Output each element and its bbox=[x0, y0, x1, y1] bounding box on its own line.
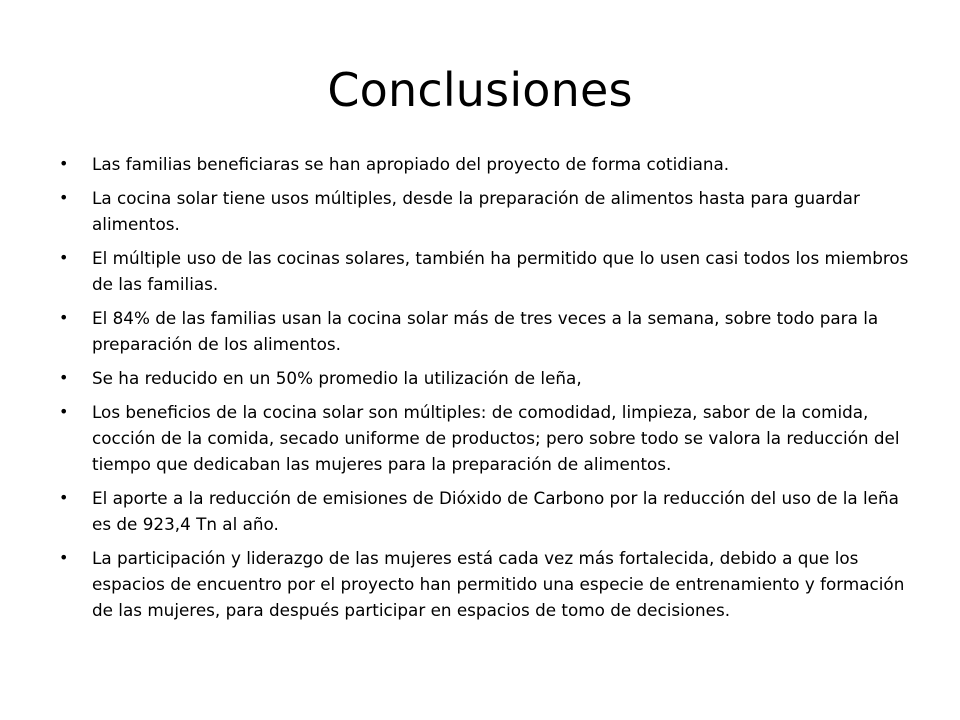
bullet-dot-icon: • bbox=[59, 308, 69, 327]
bullet-text: El aporte a la reducción de emisiones de Dióxido de Carbono por la reducción del uso de la leña es de 923,4 Tn al año. bbox=[92, 488, 899, 534]
bullet-dot-icon: • bbox=[59, 488, 69, 507]
bullet-item bbox=[56, 245, 922, 297]
bullet-item bbox=[56, 151, 922, 177]
bullet-dot-icon: • bbox=[59, 402, 69, 421]
bullet-text: Se ha reducido en un 50% promedio la utilización de leña, bbox=[92, 368, 582, 388]
bullet-text: Los beneficios de la cocina solar son múltiples: de comodidad, limpieza, sabor de la comida, cocción de la comida, secado uniforme de productos; pero sobre todo se valora la reducción del tiempo que dedicaban las mujeres para la preparación de alimentos. bbox=[92, 402, 900, 474]
bullet-text: La cocina solar tiene usos múltiples, desde la preparación de alimentos hasta para guardar alimentos. bbox=[92, 188, 860, 234]
bullet-text: El múltiple uso de las cocinas solares, también ha permitido que lo usen casi todos los miembros de las familias. bbox=[92, 248, 909, 294]
bullet-item bbox=[56, 305, 922, 357]
bullet-text: La participación y liderazgo de las mujeres está cada vez más fortalecida, debido a que los espacios de encuentro por el proyecto han permitido una especie de entrenamiento y formación de las mujeres, para después participar en espacios de tomo de decisiones. bbox=[92, 548, 905, 620]
bullet-dot-icon: • bbox=[59, 368, 69, 387]
bullet-dot-icon: • bbox=[59, 154, 69, 173]
slide-title: Conclusiones bbox=[327, 63, 633, 117]
bullet-text: El 84% de las familias usan la cocina solar más de tres veces a la semana, sobre todo para la preparación de los alimentos. bbox=[92, 308, 879, 354]
bullet-item bbox=[56, 185, 922, 237]
bullet-item bbox=[56, 365, 922, 391]
bullet-dot-icon: • bbox=[59, 248, 69, 267]
bullet-text: Las familias beneficiaras se han apropiado del proyecto de forma cotidiana. bbox=[92, 154, 730, 174]
bullet-list bbox=[56, 151, 922, 631]
bullet-dot-icon: • bbox=[59, 548, 69, 567]
bullet-item bbox=[56, 485, 922, 537]
bullet-dot-icon: • bbox=[59, 188, 69, 207]
bullet-item bbox=[56, 545, 922, 623]
bullet-item bbox=[56, 399, 922, 477]
